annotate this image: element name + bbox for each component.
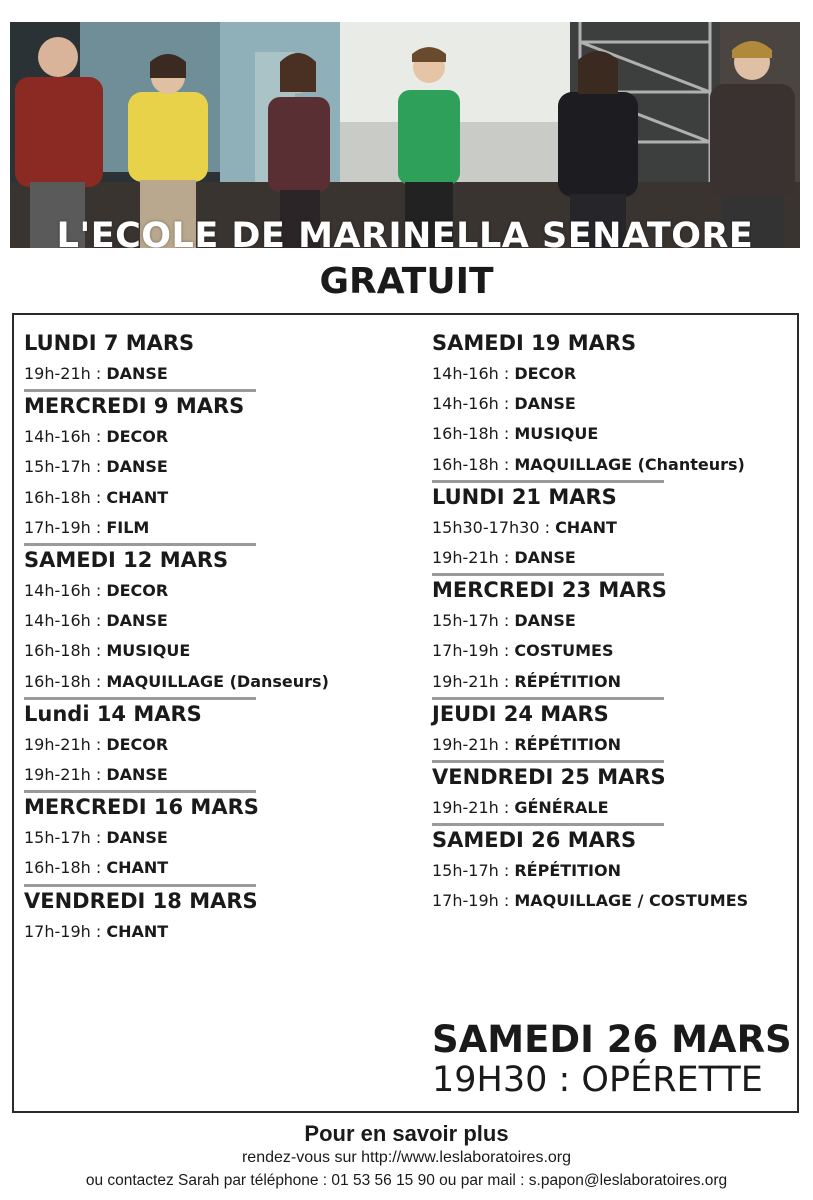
more-info-heading: Pour en savoir plus	[304, 1121, 509, 1146]
session-row	[432, 667, 792, 697]
session-row	[432, 389, 792, 419]
day-block	[24, 389, 379, 543]
session-time: 14h-16h	[24, 611, 91, 631]
session-separator: :	[498, 734, 515, 754]
day-heading: JEUDI 24 MARS	[432, 701, 609, 726]
session-row	[24, 853, 379, 883]
free-label: GRATUIT	[319, 261, 494, 302]
session-row	[24, 636, 379, 666]
session-separator: :	[90, 765, 107, 785]
session-activity: COSTUMES	[514, 641, 614, 661]
session-time: 14h-16h	[24, 427, 91, 447]
session-time: 17h-19h	[432, 891, 499, 911]
day-block	[432, 823, 792, 916]
day-heading: MERCREDI 16 MARS	[24, 795, 259, 820]
session-time: 17h-19h	[24, 517, 91, 537]
day-heading: LUNDI 21 MARS	[432, 484, 617, 509]
day-block	[432, 573, 792, 697]
session-activity: DANSE	[514, 394, 576, 414]
session-separator: :	[90, 364, 107, 383]
performance-highlight	[432, 1020, 798, 1100]
session-activity: CHANT	[106, 487, 169, 507]
session-row	[432, 543, 792, 573]
session-activity: MUSIQUE	[514, 424, 599, 444]
session-row	[24, 359, 379, 389]
session-separator: :	[90, 457, 107, 477]
session-separator: :	[498, 548, 515, 568]
session-activity: DANSE	[514, 548, 576, 568]
session-separator: :	[90, 858, 107, 878]
day-heading: VENDREDI 25 MARS	[432, 765, 666, 790]
session-activity: RÉPÉTITION	[514, 861, 621, 881]
session-separator: :	[90, 671, 107, 691]
session-separator: :	[498, 394, 515, 414]
session-separator: :	[90, 734, 107, 754]
session-time: 16h-18h	[432, 454, 499, 474]
session-row	[24, 483, 379, 513]
session-separator: :	[498, 641, 515, 661]
session-activity: DANSE	[106, 765, 168, 785]
session-time: 19h-21h	[432, 671, 499, 691]
session-activity: DANSE	[106, 828, 168, 848]
session-time: 15h-17h	[432, 611, 499, 631]
session-time: 15h-17h	[432, 861, 499, 881]
session-row	[432, 886, 792, 916]
session-row	[24, 576, 379, 606]
day-block	[432, 329, 792, 480]
session-row	[432, 730, 792, 760]
hero-photo	[10, 22, 800, 248]
session-separator: :	[498, 454, 515, 474]
session-activity: DANSE	[106, 611, 168, 631]
contact-mid: ou par mail :	[434, 1172, 529, 1189]
session-time: 17h-19h	[432, 641, 499, 661]
session-activity: MAQUILLAGE (Chanteurs)	[514, 454, 745, 474]
day-heading: Lundi 14 MARS	[24, 701, 202, 726]
performance-date: SAMEDI 26 MARS	[432, 1018, 792, 1061]
session-activity: CHANT	[555, 517, 617, 537]
day-heading: SAMEDI 19 MARS	[432, 331, 637, 355]
session-time: 19h-21h	[432, 798, 499, 818]
session-time: 16h-18h	[432, 424, 499, 444]
session-activity: RÉPÉTITION	[514, 734, 621, 754]
session-row	[432, 606, 792, 636]
session-activity: DECOR	[106, 581, 169, 601]
day-heading: MERCREDI 23 MARS	[432, 578, 667, 603]
session-row	[432, 359, 792, 389]
session-row	[24, 513, 379, 543]
session-row	[24, 452, 379, 482]
session-row	[432, 856, 792, 886]
session-row	[432, 636, 792, 666]
session-separator: :	[90, 517, 107, 537]
session-activity: CHANT	[106, 921, 169, 941]
session-activity: CHANT	[106, 858, 169, 878]
session-separator: :	[498, 364, 515, 383]
session-activity: DANSE	[514, 611, 576, 631]
rehearsal-photo-illustration	[10, 22, 800, 248]
session-time: 19h-21h	[24, 765, 91, 785]
session-activity: DECOR	[514, 364, 577, 383]
session-row	[24, 823, 379, 853]
session-time: 15h30-17h30	[432, 517, 540, 537]
session-time: 17h-19h	[24, 921, 91, 941]
session-separator: :	[90, 581, 107, 601]
session-activity: FILM	[106, 517, 150, 537]
session-separator: :	[498, 891, 515, 911]
day-heading: SAMEDI 12 MARS	[24, 548, 229, 573]
schedule-column-right	[432, 329, 792, 917]
session-time: 16h-18h	[24, 641, 91, 661]
session-separator: :	[498, 611, 515, 631]
session-time: 16h-18h	[24, 858, 91, 878]
session-time: 16h-18h	[24, 487, 91, 507]
session-row	[24, 667, 379, 697]
session-separator: :	[90, 427, 107, 447]
session-separator: :	[90, 828, 107, 848]
day-block	[24, 884, 379, 947]
session-row	[24, 422, 379, 452]
session-time: 14h-16h	[432, 394, 499, 414]
session-activity: DANSE	[106, 364, 168, 383]
day-block	[432, 480, 792, 573]
session-activity: DANSE	[106, 457, 168, 477]
session-time: 16h-18h	[24, 671, 91, 691]
schedule-column-left	[24, 329, 379, 947]
session-separator: :	[498, 861, 515, 881]
session-separator: :	[498, 798, 515, 818]
email-link[interactable]: s.papon@leslaboratoires.org	[528, 1172, 728, 1189]
performance-event: 19H30 : OPÉRETTE	[432, 1060, 763, 1100]
session-separator: :	[498, 424, 515, 444]
session-row	[432, 513, 792, 543]
visit-prefix: rendez-vous sur	[241, 1149, 362, 1166]
session-separator: :	[90, 611, 107, 631]
session-time: 19h-21h	[24, 734, 91, 754]
session-separator: :	[498, 671, 515, 691]
session-row	[432, 793, 792, 823]
session-row	[24, 917, 379, 947]
phone-number[interactable]: 01 53 56 15 90	[331, 1172, 435, 1189]
session-row	[432, 450, 792, 480]
day-block	[432, 760, 792, 823]
session-activity: MAQUILLAGE / COSTUMES	[514, 891, 749, 911]
session-activity: RÉPÉTITION	[514, 671, 621, 691]
session-separator: :	[90, 487, 107, 507]
session-separator: :	[90, 921, 107, 941]
day-block	[24, 697, 379, 790]
session-row	[24, 730, 379, 760]
session-time: 15h-17h	[24, 457, 91, 477]
session-row	[432, 419, 792, 449]
contact-prefix: ou contactez Sarah par téléphone :	[85, 1172, 332, 1189]
session-separator: :	[539, 517, 556, 537]
session-time: 15h-17h	[24, 828, 91, 848]
school-title: L'ECOLE DE MARINELLA SENATORE	[56, 216, 754, 248]
visit-line	[0, 1148, 813, 1168]
day-heading: MERCREDI 9 MARS	[24, 394, 245, 419]
session-activity: MAQUILLAGE (Danseurs)	[106, 671, 329, 691]
session-activity: DECOR	[106, 734, 169, 754]
day-heading: VENDREDI 18 MARS	[24, 888, 258, 913]
session-time: 14h-16h	[24, 581, 91, 601]
day-block	[432, 697, 792, 760]
day-heading: SAMEDI 26 MARS	[432, 828, 637, 853]
contact-line	[0, 1171, 813, 1191]
website-link[interactable]: http://www.leslaboratoires.org	[361, 1149, 572, 1166]
session-time: 19h-21h	[432, 734, 499, 754]
session-time: 14h-16h	[432, 364, 499, 383]
session-row	[24, 606, 379, 636]
day-heading: LUNDI 7 MARS	[24, 331, 195, 355]
session-separator: :	[90, 641, 107, 661]
session-activity: GÉNÉRALE	[514, 798, 609, 818]
session-activity: MUSIQUE	[106, 641, 191, 661]
day-block	[24, 543, 379, 697]
session-time: 19h-21h	[24, 364, 91, 383]
day-block	[24, 329, 379, 389]
session-time: 19h-21h	[432, 548, 499, 568]
day-block	[24, 790, 379, 883]
session-row	[24, 760, 379, 790]
session-activity: DECOR	[106, 427, 169, 447]
